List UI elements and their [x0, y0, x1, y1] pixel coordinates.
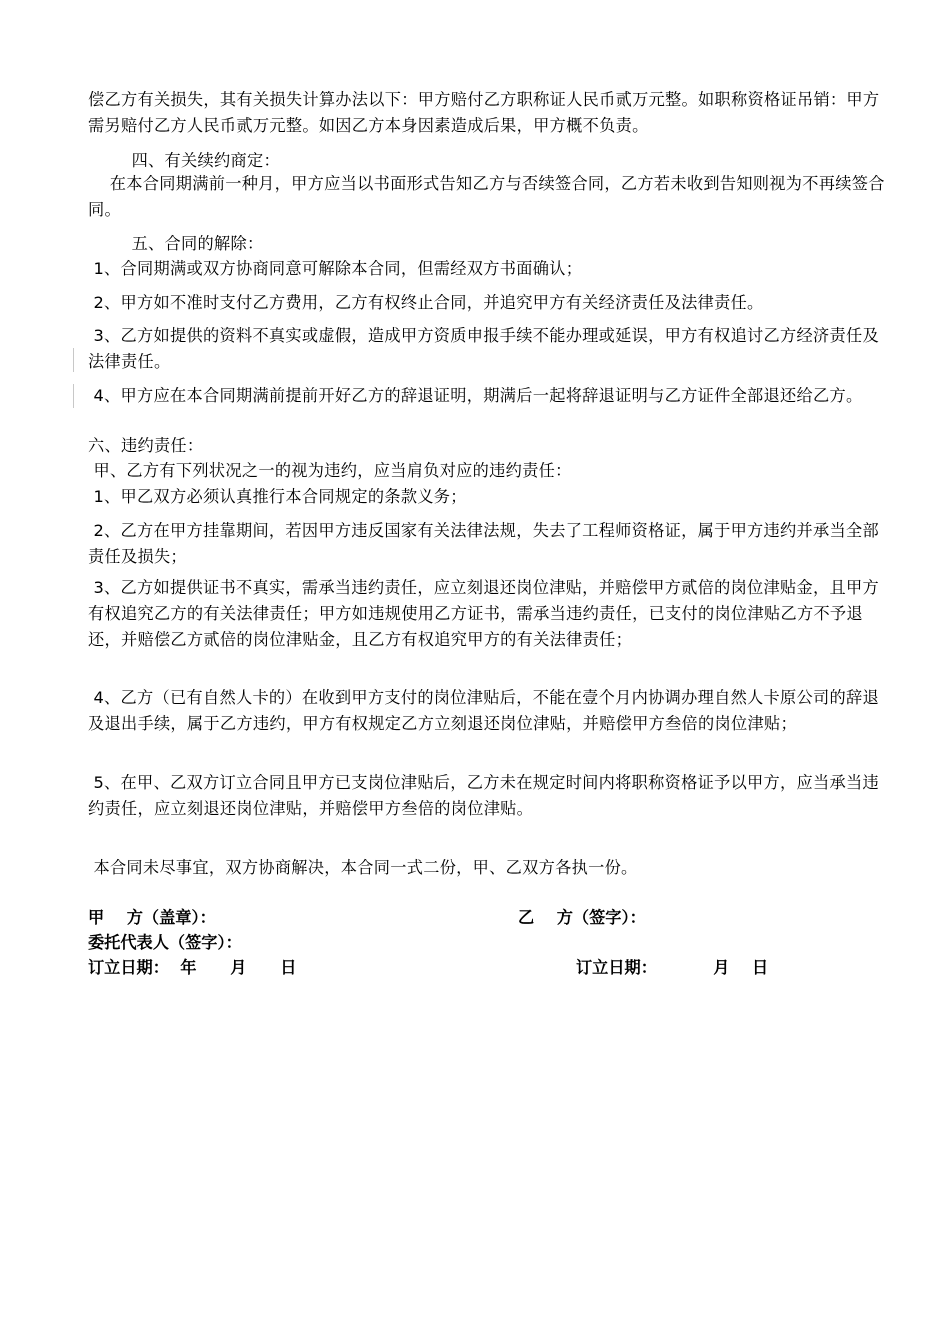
closing-clause: 本合同未尽事宜，双方协商解决，本合同一式二份，甲、乙双方各执一份。 [88, 858, 638, 877]
breach-item-1: 1、甲乙双方必须认真推行本合同规定的条款义务； [88, 487, 467, 506]
party-a-seal-label: 甲 方（盖章）： [88, 908, 216, 927]
termination-item-2: 2、甲方如不准时支付乙方费用，乙方有权终止合同，并追究甲方有关经济责任及法律责任。 [88, 293, 764, 312]
breach-item-4: 4、乙方（已有自然人卡的）在收到甲方支付的岗位津贴后，不能在壹个月内协调办理自然人卡原公司的辞退及退出手续，属于乙方违约，甲方有权规定乙方立刻退还岗位津贴，并赔偿甲方叁倍的岗位津贴； [88, 688, 879, 733]
margin-marker [73, 384, 74, 408]
breach-item-2: 2、乙方在甲方挂靠期间，若因甲方违反国家有关法律法规，失去了工程师资格证，属于甲方违约并承当全部责任及损失； [88, 521, 879, 566]
representative-label: 委托代表人（签字）： [88, 933, 242, 952]
party-a-date-label: 订立日期： 年 月 日 [88, 958, 297, 977]
heading-termination: 五、合同的解除： [88, 234, 264, 253]
heading-breach: 六、违约责任： [88, 436, 204, 455]
termination-item-1: 1、合同期满或双方协商同意可解除本合同，但需经双方书面确认； [88, 259, 583, 278]
breach-item-3: 3、乙方如提供证书不真实，需承当违约责任，应立刻退还岗位津贴，并赔偿甲方贰倍的岗位津贴金，且甲方有权追究乙方的有关法律责任；甲方如违规使用乙方证书，需承当违约责任，已支付的岗位津贴乙方不予退还，并赔偿乙方贰倍的岗位津贴金，且乙方有权追究甲方的有关法律责任； [88, 578, 879, 649]
termination-item-3: 3、乙方如提供的资料不真实或虚假，造成甲方资质申报手续不能办理或延误，甲方有权追讨乙方经济责任及法律责任。 [88, 326, 879, 371]
paragraph-renewal: 在本合同期满前一种月，甲方应当以书面形式告知乙方与否续签合同，乙方若未收到告知则视为不再续签合同。 [88, 174, 885, 219]
party-b-sign-label: 乙 方（签字）： [518, 908, 646, 927]
termination-item-4: 4、甲方应在本合同期满前提前开好乙方的辞退证明，期满后一起将辞退证明与乙方证件全部退还给乙方。 [88, 386, 863, 405]
heading-renewal: 四、有关续约商定： [88, 151, 280, 170]
breach-item-5: 5、在甲、乙双方订立合同且甲方已支岗位津贴后，乙方未在规定时间内将职称资格证予以甲方，应当承当违约责任，应立刻退还岗位津贴，并赔偿甲方叁倍的岗位津贴。 [88, 773, 879, 818]
margin-marker [73, 348, 74, 372]
breach-intro: 甲、乙方有下列状况之一的视为违约，应当肩负对应的违约责任： [88, 461, 572, 480]
paragraph-compensation: 偿乙方有关损失，其有关损失计算办法以下：甲方赔付乙方职称证人民币贰万元整。如职称资格证吊销：甲方需另赔付乙方人民币贰万元整。如因乙方本身因素造成后果，甲方概不负责。 [88, 90, 880, 135]
party-b-date-label: 订立日期： 月 日 [576, 958, 769, 977]
